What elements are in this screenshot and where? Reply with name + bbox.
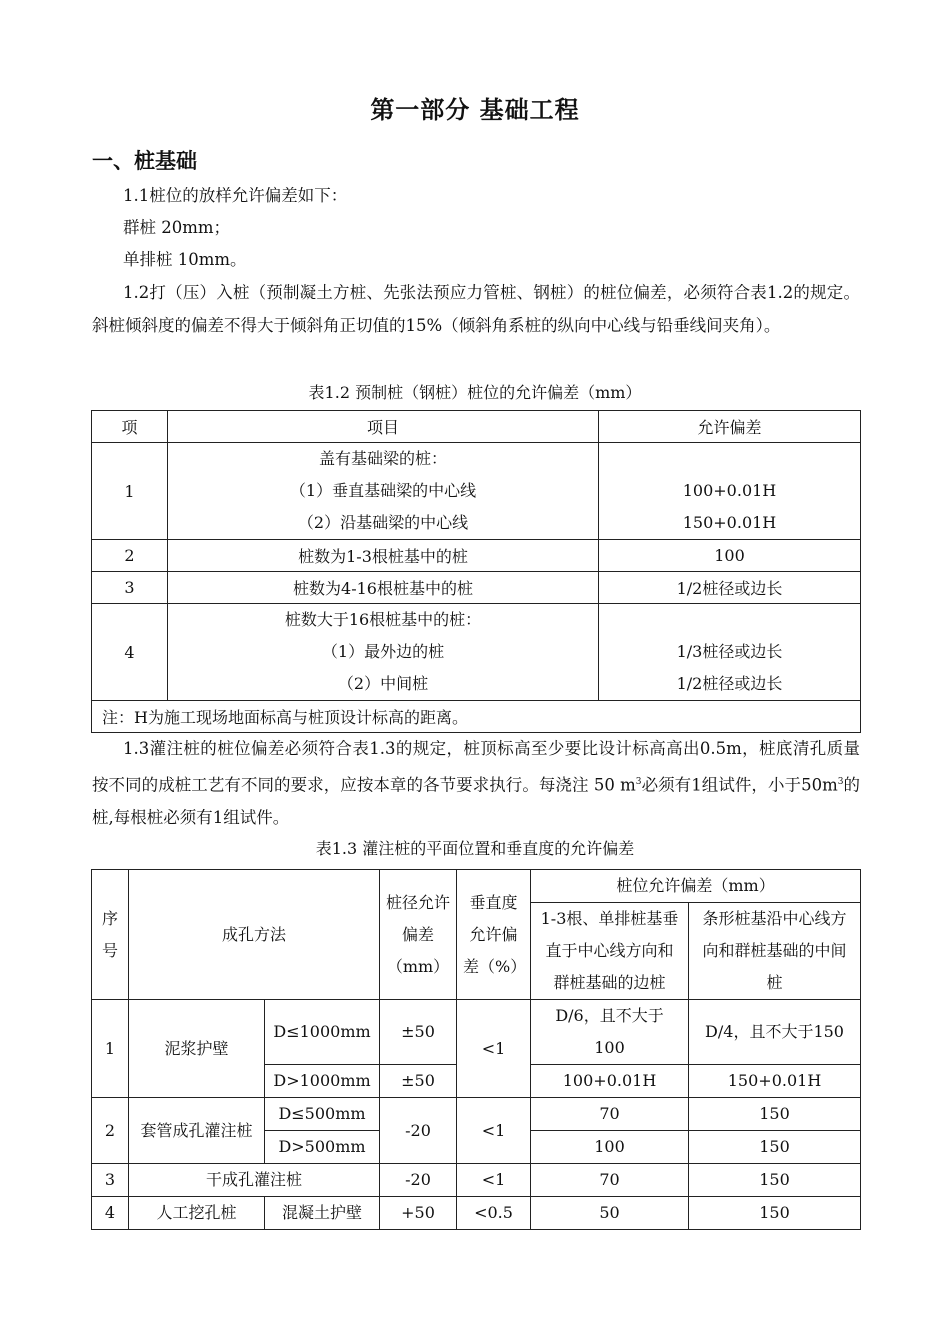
diameter-cell: +50: [380, 1197, 457, 1230]
header-cell: 项: [92, 411, 168, 443]
row-number: 1: [92, 1000, 129, 1098]
table-row: [92, 1197, 861, 1230]
value-line: 150+0.01H: [682, 513, 777, 532]
row-number: 4: [92, 604, 168, 701]
header-cell: 垂直度允许偏差（%）: [457, 870, 531, 1000]
method-cell: 人工挖孔桩: [129, 1197, 265, 1230]
method-cell: 套管成孔灌注桩: [129, 1098, 265, 1164]
item-line: 盖有基础梁的桩：: [318, 449, 447, 468]
vertical-cell: <0.5: [457, 1197, 531, 1230]
vertical-cell: <1: [457, 1164, 531, 1197]
position-cell: 70: [531, 1098, 689, 1131]
condition-cell: D>1000mm: [265, 1065, 380, 1098]
condition-cell: D≤1000mm: [265, 1000, 380, 1065]
item-cell: [168, 443, 599, 540]
paragraph-single-row-pile: 单排桩 10mm。: [123, 250, 247, 269]
method-cell: 泥浆护壁: [129, 1000, 265, 1098]
table-row: [92, 540, 861, 572]
diameter-cell: ±50: [380, 1065, 457, 1098]
condition-cell: D>500mm: [265, 1131, 380, 1164]
diameter-cell: ±50: [380, 1000, 457, 1065]
row-number: 2: [92, 540, 168, 572]
position-cell: 150: [689, 1197, 861, 1230]
position-cell: 70: [531, 1164, 689, 1197]
vertical-cell: <1: [457, 1000, 531, 1098]
position-cell: D/6，且不大于100: [531, 1000, 689, 1065]
table-row: [92, 1164, 861, 1197]
item-line: 桩数大于16根桩基中的桩：: [284, 610, 482, 629]
table-1-3: [91, 869, 861, 1230]
page-title: 第一部分 基础工程: [370, 96, 580, 124]
row-number: 3: [92, 1164, 129, 1197]
item-cell: 桩数为4-16根桩基中的桩: [168, 572, 599, 604]
section-heading: 一、桩基础: [92, 149, 197, 173]
item-line: （1）最外边的桩: [321, 642, 445, 661]
position-cell: 100: [531, 1131, 689, 1164]
row-number: 1: [92, 443, 168, 540]
table-row: [92, 604, 861, 701]
item-line: （2）沿基础梁的中心线: [297, 513, 469, 532]
position-cell: 150: [689, 1164, 861, 1197]
paragraph-group-pile: 群桩 20mm；: [123, 218, 231, 237]
row-number: 2: [92, 1098, 129, 1164]
table-row: [92, 572, 861, 604]
header-cell: 项目: [168, 411, 599, 443]
position-cell: 50: [531, 1197, 689, 1230]
item-line: （2）中间桩: [337, 674, 429, 693]
value-cell: 100: [599, 540, 861, 572]
diameter-cell: -20: [380, 1164, 457, 1197]
value-line: 1/3桩径或边长: [676, 642, 783, 661]
method-cell: 干成孔灌注桩: [129, 1164, 380, 1197]
header-cell: 1-3根、单排桩基垂直于中心线方向和群桩基础的边桩: [531, 903, 689, 1000]
item-cell: [168, 604, 599, 701]
table-header-row: [92, 870, 861, 903]
position-cell: 150+0.01H: [689, 1065, 861, 1098]
table-header-row: [92, 411, 861, 443]
position-cell: 150: [689, 1131, 861, 1164]
table-1-3-caption: 表1.3 灌注桩的平面位置和垂直度的允许偏差: [315, 839, 635, 858]
vertical-cell: <1: [457, 1098, 531, 1164]
header-cell: 序号: [92, 870, 129, 1000]
value-cell: [599, 443, 861, 540]
table-1-2-caption: 表1.2 预制桩（钢桩）桩位的允许偏差（mm）: [308, 383, 642, 402]
row-number: 4: [92, 1197, 129, 1230]
item-cell: 桩数为1-3根桩基中的桩: [168, 540, 599, 572]
table-row: [92, 443, 861, 540]
table-row: [92, 1000, 861, 1065]
header-cell: 成孔方法: [129, 870, 380, 1000]
paragraph-1-3: 1.3灌注桩的桩位偏差必须符合表1.3的规定，桩顶标高至少要比设计标高高出0.5m，桩底清孔质量按不同的成桩工艺有不同的要求，应按本章的各节要求执行。每浇注 50 $m^3$必须有1组试件，小于$50m^3$的桩,每根桩必须有1组试件。: [92, 739, 861, 827]
diameter-cell: -20: [380, 1098, 457, 1164]
table-1-2: [91, 410, 861, 733]
table-note: 注：H为施工现场地面标高与桩顶设计标高的距离。: [92, 701, 861, 733]
position-cell: 100+0.01H: [531, 1065, 689, 1098]
header-cell: 条形桩基沿中心线方向和群桩基础的中间桩: [689, 903, 861, 1000]
table-row: [92, 1098, 861, 1131]
header-cell: 桩位允许偏差（mm）: [531, 870, 861, 903]
value-cell: [599, 604, 861, 701]
condition-cell: D≤500mm: [265, 1098, 380, 1131]
condition-cell: 混凝土护壁: [265, 1197, 380, 1230]
position-cell: 150: [689, 1098, 861, 1131]
value-cell: 1/2桩径或边长: [599, 572, 861, 604]
table-note-row: [92, 701, 861, 733]
value-line: 1/2桩径或边长: [676, 674, 783, 693]
header-cell: 桩径允许偏差（mm）: [380, 870, 457, 1000]
header-cell: 允许偏差: [599, 411, 861, 443]
item-line: （1）垂直基础梁的中心线: [289, 481, 477, 500]
paragraph-1-1: 1.1桩位的放样允许偏差如下：: [123, 186, 348, 205]
value-line: 100+0.01H: [682, 481, 777, 500]
position-cell: D/4，且不大于150: [689, 1000, 861, 1065]
paragraph-1-2: 1.2打（压）入桩（预制凝土方桩、先张法预应力管桩、钢桩）的桩位偏差，必须符合表1.2的规定。斜桩倾斜度的偏差不得大于倾斜角正切值的15%（倾斜角系桩的纵向中心线与铅垂线间夹角）。: [92, 283, 860, 335]
row-number: 3: [92, 572, 168, 604]
